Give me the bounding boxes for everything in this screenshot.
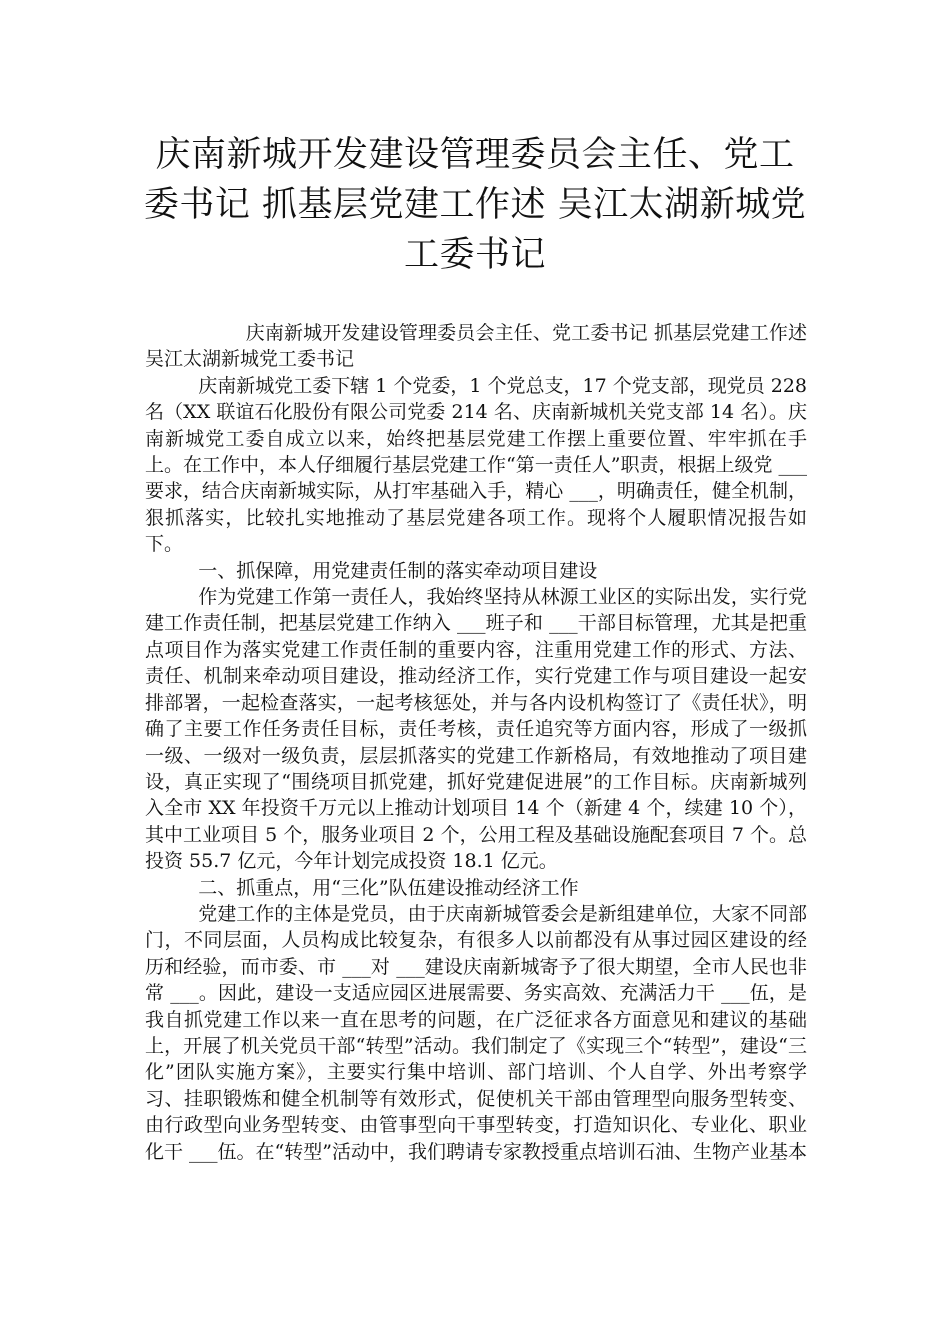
section-heading-2: 二、抓重点，用“三化”队伍建设推动经济工作 xyxy=(198,876,579,899)
document-title: 庆南新城开发建设管理委员会主任、党工委书记 抓基层党建工作述 吴江太湖新城党工委书记 xyxy=(143,135,807,275)
section-2-paragraph: 党建工作的主体是党员，由于庆南新城管委会是新组建单位，大家不同部门，不同层面，人员构成比较复杂，有很多人以前都没有从事过园区建设的经历和经验，而市委、市 ___对 ___建设庆南新城寄予了很大期望，全市人民也非常 ___。因此，建设一支适应园区进展需要、务实高效、充满活力干 ___伍，是我自抓党建工作以来一直在思考的问题，在广泛征求各方面意见和建议的基础上，开展了机关党员干部“转型”活动。我们制定了《实现三个“转型”，建设“三化”团队实施方案》，主要实行集中培训、部门培训、个人自学、外出考察学习、挂职锻炼和健全机制等有效形式，促使机关干部由管理型向服务型转变、由行政型向业务型转变、由管事型向干事型转变，打造知识化、专业化、职业化干 ___伍。在“转型”活动中，我们聘请专家教授重点培训石油、生物产业基本 xyxy=(145,902,807,1163)
subtitle-paragraph: 庆南新城开发建设管理委员会主任、党工委书记 抓基层党建工作述 吴江太湖新城党工委书记 xyxy=(145,322,807,371)
section-1-paragraph: 作为党建工作第一责任人，我始终坚持从林源工业区的实际出发，实行党建工作责任制，把基层党建工作纳入 ___班子和 ___干部目标管理，尤其是把重点项目作为落实党建工作责任制的重要内容，注重用党建工作的形式、方法、责任、机制来牵动项目建设，推动经济工作，实行党建工作与项目建设一起安排部署，一起检查落实，一起考核惩处，并与各内设机构签订了《责任状》，明确了主要工作任务责任目标，责任考核，责任追究等方面内容，形成了一级抓一级、一级对一级负责，层层抓落实的党建工作新格局，有效地推动了项目建设，真正实现了“围绕项目抓党建，抓好党建促进展”的工作目标。庆南新城列入全市 XX 年投资千万元以上推动计划项目 14 个（新建 4 个，续建 10 个），其中工业项目 5 个，服务业项目 2 个，公用工程及基础设施配套项目 7 个。总投资 55.7 亿元，今年计划完成投资 18.1 亿元。 xyxy=(145,586,807,873)
document-body xyxy=(145,320,807,1165)
section-heading-1: 一、抓保障，用党建责任制的落实牵动项目建设 xyxy=(198,559,598,582)
intro-paragraph: 庆南新城党工委下辖 1 个党委，1 个党总支，17 个党支部，现党员 228 名（XX 联谊石化股份有限公司党委 214 名、庆南新城机关党支部 14 名）。庆南新城党工委自成立以来，始终把基层党建工作摆上重要位置、牢牢抓在手上。在工作中，本人仔细履行基层党建工作“第一责任人”职责，根据上级党 ___要求，结合庆南新城实际，从打牢基础入手，精心 ___，明确责任，健全机制，狠抓落实，比较扎实地推动了基层党建各项工作。现将个人履职情况报告如下。 xyxy=(145,374,808,556)
